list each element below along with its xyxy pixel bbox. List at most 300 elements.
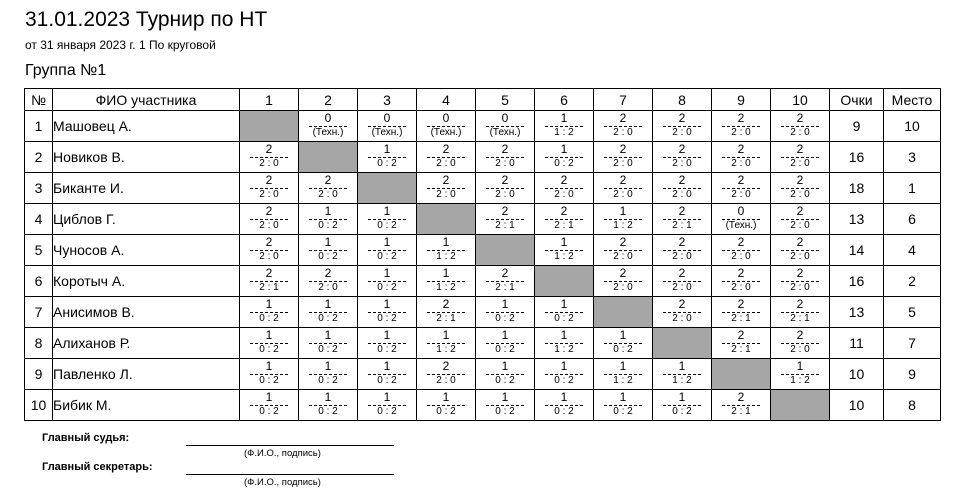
self-match-cell <box>240 111 299 142</box>
match-points: 1 <box>383 390 391 404</box>
match-points: 2 <box>678 235 686 249</box>
match-score: 2 : 0 <box>672 158 692 169</box>
match-score: (Техн.) <box>430 127 462 138</box>
table-header-row <box>25 89 941 111</box>
match-score: (Техн.) <box>312 127 344 138</box>
self-match-cell <box>476 235 535 266</box>
match-result-cell <box>417 297 476 328</box>
match-score: 2 : 0 <box>731 127 751 138</box>
match-score: 1 : 2 <box>554 344 574 355</box>
match-score: 0 : 2 <box>318 375 338 386</box>
match-points: 1 <box>560 297 568 311</box>
match-score: 0 : 2 <box>613 344 633 355</box>
match-points: 1 <box>560 235 568 249</box>
participant-name: Анисимов В. <box>53 297 240 328</box>
match-points: 2 <box>265 204 273 218</box>
participant-number: 2 <box>25 142 53 173</box>
header-round: 7 <box>594 89 653 111</box>
match-points: 1 <box>442 266 450 280</box>
match-points: 2 <box>796 235 804 249</box>
match-score: 2 : 1 <box>259 282 279 293</box>
match-result-cell <box>653 173 712 204</box>
participant-name: Биканте И. <box>53 173 240 204</box>
match-points: 2 <box>442 173 450 187</box>
match-score: 2 : 1 <box>731 344 751 355</box>
table-row <box>25 266 941 297</box>
table-row <box>25 204 941 235</box>
page-subtitle: от 31 января 2023 г. 1 По круговой <box>25 38 216 52</box>
match-points: 2 <box>501 266 509 280</box>
match-score: 0 : 2 <box>495 344 515 355</box>
match-result-cell <box>240 235 299 266</box>
match-score: 1 : 2 <box>672 375 692 386</box>
match-result-cell <box>594 359 653 390</box>
match-points: 1 <box>383 328 391 342</box>
match-score: 2 : 0 <box>672 127 692 138</box>
match-points: 1 <box>442 390 450 404</box>
match-score: 0 : 2 <box>377 220 397 231</box>
match-points: 1 <box>265 328 273 342</box>
match-result-cell <box>653 266 712 297</box>
match-score: 0 : 2 <box>495 375 515 386</box>
match-result-cell <box>535 142 594 173</box>
match-result-cell <box>240 297 299 328</box>
match-score: 0 : 2 <box>259 344 279 355</box>
match-points: 2 <box>265 266 273 280</box>
match-points: 1 <box>324 297 332 311</box>
secretary-label: Главный секретарь: <box>42 461 153 473</box>
match-score: 1 : 2 <box>436 344 456 355</box>
participant-number: 6 <box>25 266 53 297</box>
match-points: 0 <box>501 111 509 125</box>
match-points: 1 <box>324 328 332 342</box>
match-points: 1 <box>383 235 391 249</box>
self-match-cell <box>712 359 771 390</box>
participant-place: 2 <box>884 266 941 297</box>
match-score: 2 : 0 <box>495 189 515 200</box>
match-points: 2 <box>324 266 332 280</box>
match-result-cell <box>653 204 712 235</box>
match-result-cell <box>771 235 830 266</box>
judge-label: Главный судья: <box>42 432 130 444</box>
header-points: Очки <box>830 89 884 111</box>
match-points: 2 <box>501 142 509 156</box>
self-match-cell <box>535 266 594 297</box>
match-result-cell <box>771 204 830 235</box>
match-result-cell <box>417 266 476 297</box>
match-result-cell <box>535 359 594 390</box>
match-result-cell <box>712 111 771 142</box>
match-score: 0 : 2 <box>318 344 338 355</box>
match-result-cell <box>417 173 476 204</box>
match-result-cell <box>299 204 358 235</box>
match-score: 2 : 0 <box>436 189 456 200</box>
match-points: 1 <box>560 359 568 373</box>
match-result-cell <box>771 173 830 204</box>
match-result-cell <box>358 328 417 359</box>
match-points: 1 <box>383 204 391 218</box>
participant-number: 5 <box>25 235 53 266</box>
table-row <box>25 173 941 204</box>
match-points: 2 <box>796 204 804 218</box>
header-round: 5 <box>476 89 535 111</box>
match-score: 2 : 0 <box>613 282 633 293</box>
match-result-cell <box>358 266 417 297</box>
match-result-cell <box>771 142 830 173</box>
participant-number: 1 <box>25 111 53 142</box>
match-result-cell <box>535 111 594 142</box>
match-points: 2 <box>796 297 804 311</box>
table-row <box>25 111 941 142</box>
header-place: Место <box>884 89 941 111</box>
match-score: 2 : 0 <box>672 313 692 324</box>
participant-points: 10 <box>830 390 884 421</box>
match-score: 2 : 0 <box>613 127 633 138</box>
match-result-cell <box>240 142 299 173</box>
match-score: 0 : 2 <box>554 158 574 169</box>
table-row <box>25 359 941 390</box>
match-score: 2 : 0 <box>259 220 279 231</box>
match-result-cell <box>535 390 594 421</box>
match-score: 1 : 2 <box>790 375 810 386</box>
match-points: 1 <box>619 328 627 342</box>
participant-name: Бибик М. <box>53 390 240 421</box>
table-row <box>25 142 941 173</box>
participant-name: Машовец А. <box>53 111 240 142</box>
match-points: 2 <box>619 111 627 125</box>
match-result-cell <box>653 297 712 328</box>
match-score: 2 : 1 <box>436 313 456 324</box>
match-score: 1 : 2 <box>554 127 574 138</box>
match-result-cell <box>476 173 535 204</box>
match-result-cell <box>771 266 830 297</box>
match-points: 1 <box>324 390 332 404</box>
participant-number: 10 <box>25 390 53 421</box>
match-result-cell <box>417 111 476 142</box>
match-score: 2 : 0 <box>672 282 692 293</box>
match-score: 0 : 2 <box>377 313 397 324</box>
match-result-cell <box>358 111 417 142</box>
match-score: 0 : 2 <box>377 158 397 169</box>
participant-name: Павленко Л. <box>53 359 240 390</box>
match-score: (Техн.) <box>725 220 757 231</box>
match-result-cell <box>240 359 299 390</box>
match-score: 2 : 1 <box>672 220 692 231</box>
match-points: 1 <box>796 359 804 373</box>
match-score: 0 : 2 <box>259 375 279 386</box>
match-result-cell <box>653 235 712 266</box>
match-result-cell <box>712 297 771 328</box>
match-result-cell <box>594 266 653 297</box>
match-result-cell <box>299 173 358 204</box>
match-score: 2 : 0 <box>790 127 810 138</box>
match-points: 2 <box>265 235 273 249</box>
match-score: 2 : 0 <box>259 189 279 200</box>
match-result-cell <box>299 297 358 328</box>
page-title: 31.01.2023 Турнир по НТ <box>25 8 268 31</box>
match-result-cell <box>358 359 417 390</box>
participant-name: Алиханов Р. <box>53 328 240 359</box>
self-match-cell <box>358 173 417 204</box>
match-score: (Техн.) <box>489 127 521 138</box>
match-result-cell <box>476 390 535 421</box>
match-score: 0 : 2 <box>377 375 397 386</box>
match-score: 2 : 0 <box>672 189 692 200</box>
match-score: 1 : 2 <box>436 282 456 293</box>
participant-place: 7 <box>884 328 941 359</box>
secretary-caption: (Ф.И.О., подпись) <box>244 477 321 488</box>
match-score: 2 : 1 <box>790 313 810 324</box>
match-points: 1 <box>442 328 450 342</box>
match-points: 2 <box>265 142 273 156</box>
match-score: 0 : 2 <box>672 406 692 417</box>
participant-points: 18 <box>830 173 884 204</box>
match-result-cell <box>594 390 653 421</box>
participant-points: 9 <box>830 111 884 142</box>
participant-name: Коротыч А. <box>53 266 240 297</box>
match-score: 0 : 2 <box>377 251 397 262</box>
match-result-cell <box>476 204 535 235</box>
match-result-cell <box>535 328 594 359</box>
match-score: 2 : 0 <box>436 158 456 169</box>
match-result-cell <box>535 297 594 328</box>
match-score: 0 : 2 <box>377 406 397 417</box>
match-points: 1 <box>619 204 627 218</box>
results-table <box>24 88 941 421</box>
match-result-cell <box>712 328 771 359</box>
match-points: 2 <box>678 111 686 125</box>
match-score: 2 : 1 <box>495 282 515 293</box>
header-num: № <box>25 89 53 111</box>
match-points: 2 <box>737 266 745 280</box>
header-round: 9 <box>712 89 771 111</box>
match-score: 0 : 2 <box>613 406 633 417</box>
match-result-cell <box>771 297 830 328</box>
self-match-cell <box>771 390 830 421</box>
header-round: 2 <box>299 89 358 111</box>
participant-number: 3 <box>25 173 53 204</box>
match-result-cell <box>417 235 476 266</box>
match-result-cell <box>771 359 830 390</box>
participant-place: 5 <box>884 297 941 328</box>
match-result-cell <box>476 142 535 173</box>
match-points: 1 <box>560 328 568 342</box>
match-score: 2 : 0 <box>790 189 810 200</box>
match-points: 1 <box>619 359 627 373</box>
participant-name: Циблов Г. <box>53 204 240 235</box>
match-points: 2 <box>737 297 745 311</box>
match-points: 2 <box>501 173 509 187</box>
participant-place: 4 <box>884 235 941 266</box>
participant-place: 6 <box>884 204 941 235</box>
match-points: 2 <box>442 359 450 373</box>
match-score: 2 : 0 <box>731 251 751 262</box>
header-round: 3 <box>358 89 417 111</box>
match-points: 0 <box>442 111 450 125</box>
match-result-cell <box>712 142 771 173</box>
match-points: 1 <box>324 359 332 373</box>
self-match-cell <box>299 142 358 173</box>
match-result-cell <box>476 266 535 297</box>
match-score: 1 : 2 <box>613 375 633 386</box>
match-score: 2 : 0 <box>554 189 574 200</box>
header-name: ФИО участника <box>53 89 240 111</box>
match-points: 2 <box>678 204 686 218</box>
header-round: 4 <box>417 89 476 111</box>
match-score: 2 : 0 <box>790 220 810 231</box>
match-result-cell <box>417 359 476 390</box>
match-points: 1 <box>501 297 509 311</box>
match-points: 2 <box>501 204 509 218</box>
match-result-cell <box>240 390 299 421</box>
match-score: 0 : 2 <box>377 344 397 355</box>
match-points: 2 <box>678 266 686 280</box>
match-score: (Техн.) <box>371 127 403 138</box>
match-score: 0 : 2 <box>318 313 338 324</box>
match-score: 0 : 2 <box>318 251 338 262</box>
match-points: 2 <box>796 328 804 342</box>
match-points: 1 <box>324 204 332 218</box>
match-score: 2 : 0 <box>259 251 279 262</box>
match-score: 0 : 2 <box>495 313 515 324</box>
match-result-cell <box>653 390 712 421</box>
match-points: 1 <box>560 142 568 156</box>
participant-place: 9 <box>884 359 941 390</box>
match-result-cell <box>240 204 299 235</box>
match-score: 0 : 2 <box>318 406 338 417</box>
match-points: 2 <box>560 204 568 218</box>
match-points: 1 <box>501 390 509 404</box>
match-result-cell <box>594 111 653 142</box>
match-score: 2 : 1 <box>495 220 515 231</box>
self-match-cell <box>653 328 712 359</box>
match-result-cell <box>653 111 712 142</box>
match-result-cell <box>653 142 712 173</box>
group-title: Группа №1 <box>25 62 107 79</box>
match-score: 2 : 0 <box>790 158 810 169</box>
match-result-cell <box>240 328 299 359</box>
match-result-cell <box>358 204 417 235</box>
match-points: 2 <box>796 142 804 156</box>
match-points: 1 <box>442 235 450 249</box>
match-points: 2 <box>796 173 804 187</box>
match-result-cell <box>535 173 594 204</box>
match-score: 0 : 2 <box>318 220 338 231</box>
match-result-cell <box>358 235 417 266</box>
judge-signature-line <box>186 445 394 446</box>
match-result-cell <box>476 359 535 390</box>
match-points: 2 <box>324 173 332 187</box>
participant-number: 7 <box>25 297 53 328</box>
match-score: 2 : 1 <box>731 406 751 417</box>
match-score: 2 : 0 <box>672 251 692 262</box>
match-points: 2 <box>442 297 450 311</box>
participant-name: Чуносов А. <box>53 235 240 266</box>
match-points: 2 <box>619 235 627 249</box>
match-score: 0 : 2 <box>554 313 574 324</box>
header-round: 10 <box>771 89 830 111</box>
match-points: 2 <box>560 173 568 187</box>
match-points: 1 <box>383 266 391 280</box>
match-score: 2 : 1 <box>554 220 574 231</box>
match-score: 2 : 0 <box>318 282 338 293</box>
match-score: 1 : 2 <box>436 251 456 262</box>
match-result-cell <box>653 359 712 390</box>
header-round: 1 <box>240 89 299 111</box>
match-score: 2 : 0 <box>436 375 456 386</box>
match-score: 2 : 0 <box>731 189 751 200</box>
match-result-cell <box>712 235 771 266</box>
match-score: 1 : 2 <box>554 251 574 262</box>
match-result-cell <box>299 359 358 390</box>
match-result-cell <box>299 111 358 142</box>
self-match-cell <box>594 297 653 328</box>
match-points: 2 <box>265 173 273 187</box>
match-result-cell <box>535 204 594 235</box>
match-result-cell <box>240 266 299 297</box>
match-points: 2 <box>442 142 450 156</box>
match-result-cell <box>299 235 358 266</box>
participant-number: 9 <box>25 359 53 390</box>
match-result-cell <box>476 297 535 328</box>
match-points: 1 <box>383 142 391 156</box>
participant-name: Новиков В. <box>53 142 240 173</box>
participant-points: 11 <box>830 328 884 359</box>
match-result-cell <box>417 390 476 421</box>
judge-caption: (Ф.И.О., подпись) <box>244 448 321 459</box>
match-result-cell <box>712 173 771 204</box>
match-points: 2 <box>796 111 804 125</box>
match-score: 0 : 2 <box>259 406 279 417</box>
match-points: 0 <box>324 111 332 125</box>
participant-points: 16 <box>830 266 884 297</box>
match-points: 1 <box>560 390 568 404</box>
match-result-cell <box>712 266 771 297</box>
match-score: 0 : 2 <box>259 313 279 324</box>
match-points: 1 <box>383 297 391 311</box>
match-result-cell <box>417 328 476 359</box>
match-result-cell <box>476 111 535 142</box>
match-points: 1 <box>265 359 273 373</box>
match-result-cell <box>358 142 417 173</box>
header-round: 6 <box>535 89 594 111</box>
table-row <box>25 328 941 359</box>
match-score: 2 : 0 <box>259 158 279 169</box>
match-points: 2 <box>619 142 627 156</box>
match-result-cell <box>594 173 653 204</box>
match-points: 1 <box>678 359 686 373</box>
match-result-cell <box>358 297 417 328</box>
participant-points: 13 <box>830 204 884 235</box>
participant-points: 13 <box>830 297 884 328</box>
match-points: 2 <box>678 297 686 311</box>
match-points: 2 <box>619 173 627 187</box>
match-score: 2 : 0 <box>790 344 810 355</box>
match-points: 2 <box>737 328 745 342</box>
match-score: 0 : 2 <box>377 282 397 293</box>
table-row <box>25 235 941 266</box>
match-score: 0 : 2 <box>495 406 515 417</box>
participant-number: 8 <box>25 328 53 359</box>
match-points: 1 <box>619 390 627 404</box>
participant-points: 16 <box>830 142 884 173</box>
match-points: 2 <box>678 142 686 156</box>
participant-number: 4 <box>25 204 53 235</box>
participant-points: 10 <box>830 359 884 390</box>
match-points: 1 <box>501 328 509 342</box>
match-points: 1 <box>678 390 686 404</box>
match-result-cell <box>535 235 594 266</box>
